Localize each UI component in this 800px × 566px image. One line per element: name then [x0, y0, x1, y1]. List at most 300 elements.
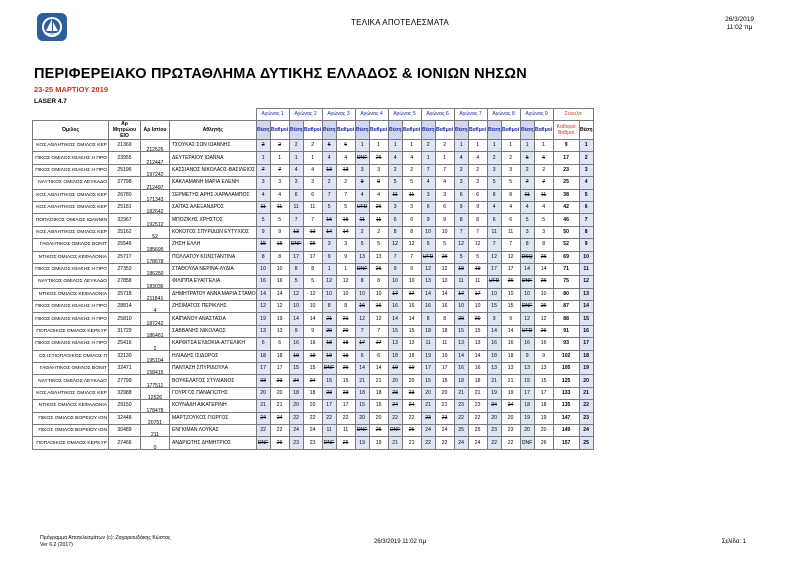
race-position-cell: 20 [487, 412, 501, 424]
race-points-cell: 5 [435, 239, 454, 251]
race-header-cell: Αγώνας 8 [487, 109, 520, 121]
race-points-cell: 7 [336, 189, 355, 201]
race-position-cell: 22 [421, 437, 435, 449]
club-cell: ΚΟΣ ΑΘΛΗΤΙΚΟΣ ΟΜΙΛΟΣ ΚΕΡ [33, 226, 109, 238]
race-points-cell: 7 [468, 226, 487, 238]
race-position-cell: 4 [454, 152, 468, 164]
athlete-cell: ΣΤΑΘΟΥΛΑ ΝΕΡΙΝΑ-ΛΥΔΙΑ [170, 263, 257, 275]
race-points-cell: 14 [270, 288, 289, 300]
race-points-cell: 24 [501, 400, 520, 412]
sail-cell [141, 239, 170, 251]
race-position-cell: 12 [256, 301, 270, 313]
club-cell: ΠΟΠΛΟΙΚΟΣ ΟΜΙΛΟΣ ΙΩΑΝΝΙΝ [33, 214, 109, 226]
race-position-cell: 18 [388, 350, 402, 362]
sail-cell [141, 201, 170, 213]
table-row [33, 251, 594, 263]
net-points-cell: 17 [553, 152, 579, 164]
registry-cell: 25718 [109, 288, 141, 300]
race-points-cell: 7 [270, 164, 289, 176]
final-position-cell: 17 [579, 338, 593, 350]
race-position-cell: 16 [454, 363, 468, 375]
sail-number: 2 [153, 345, 157, 351]
race-points-cell: 26 [534, 325, 553, 337]
race-position-cell: 2 [256, 140, 270, 152]
athlete-cell: ΜΠΟΖΙΚΗΣ ΧΡΗΣΤΟΣ [170, 214, 257, 226]
athlete-cell: ΓΟΥΡΓΟΣ ΠΑΝΑΓΙΩΤΗΣ [170, 387, 257, 399]
race-position-cell: 1 [454, 140, 468, 152]
race-position-cell: UFD [487, 276, 501, 288]
race-position-cell: 11 [487, 226, 501, 238]
registry-cell: 26780 [109, 189, 141, 201]
race-points-cell: 26 [501, 276, 520, 288]
race-position-cell: 25 [454, 424, 468, 436]
registry-cell: 25546 [109, 239, 141, 251]
totals-header-cell: Σύνολα [553, 109, 593, 121]
race-points-cell: 24 [435, 424, 454, 436]
net-points-cell: 38 [553, 189, 579, 201]
race-points-cell: 14 [369, 363, 388, 375]
club-cell: ΝΤΙΚΟΣ ΟΜΙΛΟΣ ΚΕΦΑΛΟΝΙΑ [33, 400, 109, 412]
race-points-cell: 6 [402, 214, 421, 226]
race-position-cell: 9 [322, 251, 336, 263]
athlete-cell: ΑΝΔΡΙΩΤΗΣ ΔΗΜΗΤΡΙΟΣ [170, 437, 257, 449]
net-points-cell: 87 [553, 301, 579, 313]
race-position-cell: 23 [454, 400, 468, 412]
race-points-cell: 3 [402, 201, 421, 213]
race-points-cell: 3 [501, 164, 520, 176]
race-points-cell: 1 [303, 152, 322, 164]
race-position-cell: 13 [520, 363, 534, 375]
net-points-cell: 80 [553, 288, 579, 300]
race-position-cell: 7 [487, 239, 501, 251]
race-points-cell: 22 [270, 424, 289, 436]
race-position-cell: DNF [520, 276, 534, 288]
race-position-cell: 16 [256, 276, 270, 288]
table-row [33, 424, 594, 436]
net-points-cell: 69 [553, 251, 579, 263]
registry-cell: 25810 [109, 313, 141, 325]
footer-version: Ver 6.2 (2017) [40, 541, 73, 548]
race-points-cell: 16 [435, 301, 454, 313]
athlete-cell: ΣΑΪΤΑΣ ΑΛΕΞΑΝΔΡΟΣ [170, 201, 257, 213]
race-position-cell: 13 [322, 164, 336, 176]
race-position-cell: DNF [322, 437, 336, 449]
sail-cell [141, 251, 170, 263]
race-points-cell: 4 [501, 201, 520, 213]
race-points-cell: 17 [534, 387, 553, 399]
race-points-cell: 17 [402, 288, 421, 300]
final-position-cell: 5 [579, 189, 593, 201]
race-position-cell: 9 [289, 325, 303, 337]
final-position-cell: 15 [579, 313, 593, 325]
race-position-cell: 15 [355, 400, 369, 412]
race-position-cell: 3 [388, 201, 402, 213]
race-points-cell: 13 [402, 338, 421, 350]
table-row [33, 189, 594, 201]
race-points-cell: 26 [402, 424, 421, 436]
race-points-cell: 4 [270, 189, 289, 201]
race-position-cell: 24 [454, 437, 468, 449]
col-points: Βαθμοί [501, 121, 520, 140]
race-points-cell: 23 [501, 424, 520, 436]
col-sail: Αρ Ιστίου [141, 121, 170, 140]
sail-number: 178478 [146, 407, 164, 413]
race-points-cell: 9 [270, 226, 289, 238]
race-points-cell: 2 [303, 140, 322, 152]
race-position-cell: 20 [388, 375, 402, 387]
column-header-row [33, 121, 594, 140]
race-points-cell: 6 [501, 214, 520, 226]
final-position-cell: 16 [579, 325, 593, 337]
sail-cell [141, 325, 170, 337]
race-points-cell: 4 [468, 152, 487, 164]
registry-cell: 27466 [109, 437, 141, 449]
athlete-cell: ΚΑΣΣΙΑΝΟΣ ΝΙΚΟΛΑΟΣ-ΒΑΣΙΛΕΙΟΣ [170, 164, 257, 176]
race-position-cell: 5 [355, 239, 369, 251]
race-points-cell: 12 [534, 313, 553, 325]
race-position-cell: 22 [388, 412, 402, 424]
race-position-cell: DNF [289, 239, 303, 251]
sail-number: 185695 [146, 246, 164, 252]
race-position-cell: 3 [454, 177, 468, 189]
race-points-cell: 26 [534, 276, 553, 288]
race-position-cell: 6 [256, 338, 270, 350]
race-position-cell: 7 [256, 164, 270, 176]
registry-cell: 32967 [109, 214, 141, 226]
race-position-cell: 1 [322, 263, 336, 275]
race-points-cell: 20 [270, 387, 289, 399]
race-points-cell: 3 [534, 226, 553, 238]
race-position-cell: 21 [355, 375, 369, 387]
race-points-cell: 23 [402, 387, 421, 399]
race-points-cell: 23 [468, 400, 487, 412]
table-row [33, 301, 594, 313]
net-points-cell: 9 [553, 140, 579, 152]
race-position-cell: 24 [421, 424, 435, 436]
final-position-cell: 22 [579, 400, 593, 412]
net-points-cell: 25 [553, 177, 579, 189]
race-position-cell: 24 [487, 400, 501, 412]
race-position-cell: 2 [520, 164, 534, 176]
sail-number: 20751 [147, 419, 163, 425]
sail-cell [141, 313, 170, 325]
race-position-cell: 19 [454, 263, 468, 275]
race-position-cell: 1 [487, 140, 501, 152]
registry-cell: 23955 [109, 152, 141, 164]
athlete-cell: ΚΟΥΝΑΔΗ ΑΙΚΑΤΕΡΙΝΗ [170, 400, 257, 412]
race-position-cell: 14 [421, 288, 435, 300]
net-points-cell: 135 [553, 400, 579, 412]
race-position-cell: 9 [421, 214, 435, 226]
final-position-cell: 18 [579, 350, 593, 362]
race-position-cell: 12 [322, 276, 336, 288]
sail-cell [141, 400, 170, 412]
race-points-cell: 21 [369, 375, 388, 387]
athlete-cell: ΔΕΥΤΕΡΑΙΟΥ ΙΩΑΝΝΑ [170, 152, 257, 164]
race-points-cell: 13 [534, 363, 553, 375]
race-position-cell: 15 [256, 239, 270, 251]
net-points-cell: 91 [553, 325, 579, 337]
race-points-cell: 17 [435, 363, 454, 375]
race-position-cell: 21 [487, 375, 501, 387]
race-position-cell: 24 [388, 400, 402, 412]
race-points-cell: 16 [369, 301, 388, 313]
club-cell: ΠΙΚΟΣ ΟΜΙΛΟΣ ΙΘΑΚΗΣ Η ΠΡΟ [33, 152, 109, 164]
race-points-cell: 1 [402, 140, 421, 152]
final-position-cell: 19 [579, 363, 593, 375]
net-points-cell: 102 [553, 350, 579, 362]
race-position-cell: 2 [454, 164, 468, 176]
club-cell: ΠΙΚΟΣ ΟΜΙΛΟΣ ΙΘΑΚΗΣ Η ΠΡΟ [33, 263, 109, 275]
sail-number: 182642 [146, 209, 164, 214]
athlete-cell: ΠΑΝΤΑΖΗ ΣΠΥΡΙΔΟΥΛΑ [170, 363, 257, 375]
race-position-cell: DNF [388, 424, 402, 436]
final-position-cell: 3 [579, 164, 593, 176]
race-points-cell: 9 [336, 251, 355, 263]
final-position-cell: 13 [579, 288, 593, 300]
race-position-cell: 13 [487, 363, 501, 375]
race-points-cell: 21 [468, 387, 487, 399]
final-position-cell: 11 [579, 263, 593, 275]
registry-cell: 32988 [109, 387, 141, 399]
registry-cell: 30489 [109, 424, 141, 436]
race-points-cell: 8 [270, 251, 289, 263]
col-points: Βαθμοί [534, 121, 553, 140]
race-points-cell: 16 [534, 338, 553, 350]
race-position-cell: 12 [289, 288, 303, 300]
sail-cell [141, 387, 170, 399]
race-points-cell: 18 [270, 350, 289, 362]
race-position-cell: 15 [322, 375, 336, 387]
race-position-cell: 5 [520, 214, 534, 226]
race-position-cell: 5 [289, 276, 303, 288]
race-points-cell: 4 [402, 152, 421, 164]
final-position-cell: 9 [579, 239, 593, 251]
table-row [33, 400, 594, 412]
athlete-cell: ΗΛΙΑΔΗΣ ΙΣΙΔΩΡΟΣ [170, 350, 257, 362]
race-position-cell: 14 [520, 263, 534, 275]
athlete-cell: ΣΑΒΒΑΝΗΣ ΝΙΚΟΛΑΟΣ [170, 325, 257, 337]
col-position: Θέση [256, 121, 270, 140]
race-points-cell: 10 [303, 301, 322, 313]
race-position-cell: 1 [421, 152, 435, 164]
athlete-cell: ΕΝΓΚΙΜΑΝ ΛΟΥΚΑΣ [170, 424, 257, 436]
table-row [33, 226, 594, 238]
race-points-cell: 16 [270, 276, 289, 288]
registry-cell: 27799 [109, 375, 141, 387]
table-row [33, 263, 594, 275]
sail-cell [141, 152, 170, 164]
race-position-cell: 19 [487, 387, 501, 399]
athlete-cell: ΖΗΣΗ ΕΛΛΗ [170, 239, 257, 251]
sail-cell [141, 288, 170, 300]
race-position-cell: 10 [487, 288, 501, 300]
race-points-cell: 26 [534, 437, 553, 449]
race-header-cell: Αγώνας 6 [421, 109, 454, 121]
sail-number: 178678 [146, 258, 164, 264]
race-position-cell: 7 [421, 164, 435, 176]
race-points-cell: 3 [303, 177, 322, 189]
net-points-cell: 105 [553, 363, 579, 375]
athlete-cell: ΒΟΥΚΕΛΑΤΟΣ ΣΤΥΛΙΑΝΟΣ [170, 375, 257, 387]
race-position-cell: 16 [487, 338, 501, 350]
race-position-cell: 11 [388, 189, 402, 201]
race-points-cell: 19 [501, 387, 520, 399]
race-points-cell: 20 [303, 400, 322, 412]
race-points-cell: 10 [270, 263, 289, 275]
sail-number: 186461 [146, 333, 164, 338]
race-points-cell: 16 [336, 214, 355, 226]
race-points-cell: 15 [369, 400, 388, 412]
race-points-cell: 23 [303, 437, 322, 449]
race-position-cell: 23 [421, 412, 435, 424]
race-points-cell: 23 [270, 375, 289, 387]
net-points-cell: 125 [553, 375, 579, 387]
race-position-cell: 7 [355, 325, 369, 337]
race-position-cell: 20 [520, 424, 534, 436]
race-position-cell: 7 [454, 226, 468, 238]
race-position-cell: 12 [520, 313, 534, 325]
race-position-cell: 5 [256, 214, 270, 226]
race-position-cell: 7 [289, 214, 303, 226]
sail-number: 211 [150, 432, 160, 437]
col-position: Θέση [487, 121, 501, 140]
race-position-cell: 15 [487, 301, 501, 313]
race-points-cell: 17 [369, 338, 388, 350]
race-position-cell: 6 [388, 214, 402, 226]
race-points-cell: 8 [402, 226, 421, 238]
col-final-position: Θέση [579, 121, 593, 140]
race-points-cell: 17 [303, 251, 322, 263]
race-points-cell: 5 [468, 251, 487, 263]
net-points-cell: 133 [553, 387, 579, 399]
table-row [33, 214, 594, 226]
race-points-cell: 16 [402, 301, 421, 313]
registry-cell: 27353 [109, 263, 141, 275]
net-points-cell: 50 [553, 226, 579, 238]
race-position-cell: 6 [454, 189, 468, 201]
race-points-cell: 12 [303, 288, 322, 300]
sail-cell [141, 338, 170, 350]
club-cell: ΝΑΥΤΙΚΟΣ ΟΜΙΛΟΣ ΛΕΥΚΑΔΟ [33, 375, 109, 387]
race-position-cell: 21 [322, 313, 336, 325]
race-position-cell: 6 [520, 152, 534, 164]
table-row [33, 276, 594, 288]
club-cell: ΚΟΣ ΑΘΛΗΤΙΚΟΣ ΟΜΙΛΟΣ ΚΕΡ [33, 201, 109, 213]
race-points-cell: 1 [369, 140, 388, 152]
race-points-cell: 9 [534, 350, 553, 362]
club-cell: ΠΙΚΟΣ ΟΜΙΛΟΣ ΙΘΑΚΗΣ Η ΠΡΟ [33, 313, 109, 325]
race-points-cell: 11 [270, 201, 289, 213]
race-points-cell: 19 [435, 350, 454, 362]
race-points-cell: 20 [501, 412, 520, 424]
race-points-cell: 24 [303, 424, 322, 436]
race-points-cell: 2 [435, 140, 454, 152]
race-points-cell: 18 [336, 338, 355, 350]
race-points-cell: 7 [534, 177, 553, 189]
race-points-cell: 13 [303, 226, 322, 238]
race-points-cell: 24 [402, 400, 421, 412]
sail-number: 187242 [146, 320, 164, 326]
col-points: Βαθμοί [303, 121, 322, 140]
athlete-cell: ΦΙΛΙΠΠΑ ΕΥΑΓΓΕΛΙΑ [170, 276, 257, 288]
race-points-cell: 9 [402, 263, 421, 275]
registry-cell: 25717 [109, 251, 141, 263]
race-points-cell: 25 [468, 424, 487, 436]
sail-number: 177511 [146, 382, 164, 388]
race-points-cell: 7 [402, 251, 421, 263]
registry-cell: 21369 [109, 140, 141, 152]
race-position-cell: 11 [322, 424, 336, 436]
race-points-cell: 20 [369, 412, 388, 424]
race-position-cell: 3 [355, 164, 369, 176]
race-position-cell: 12 [421, 263, 435, 275]
race-points-cell: 11 [303, 201, 322, 213]
race-position-cell: 19 [520, 412, 534, 424]
race-position-cell: UFD [421, 251, 435, 263]
race-points-cell: 21 [270, 400, 289, 412]
athlete-cell: ΚΑΡΦΙΤΣΑ ΕΥΔΟΚΙΑ-ΑΓΓΕΛΙΚΗ [170, 338, 257, 350]
race-points-cell: 26 [369, 263, 388, 275]
col-club: Όμιλος [33, 121, 109, 140]
race-position-cell: 20 [355, 412, 369, 424]
net-points-cell: 71 [553, 263, 579, 275]
race-position-cell: 21 [421, 400, 435, 412]
club-cell: ΠΙΚΟΣ ΟΜΙΛΟΣ ΒΟΡΕΙΟΥ ΙΟΝ [33, 412, 109, 424]
race-position-cell: 23 [256, 375, 270, 387]
race-position-cell: 19 [355, 437, 369, 449]
race-position-cell: 11 [256, 201, 270, 213]
club-cell: ΝΤΙΚΟΣ ΟΜΙΛΟΣ ΚΕΦΑΛΟΝΙΑ [33, 288, 109, 300]
race-points-cell: 6 [369, 350, 388, 362]
race-points-cell: 1 [468, 140, 487, 152]
race-points-cell: 4 [336, 152, 355, 164]
table-row [33, 313, 594, 325]
race-position-cell: 11 [289, 201, 303, 213]
race-points-cell: 13 [468, 338, 487, 350]
race-points-cell: 8 [468, 214, 487, 226]
race-position-cell: 3 [256, 177, 270, 189]
race-points-cell: 23 [336, 387, 355, 399]
race-position-cell: 10 [520, 288, 534, 300]
race-position-cell: 5 [421, 239, 435, 251]
race-position-cell: 21 [454, 387, 468, 399]
registry-cell: 27798 [109, 177, 141, 189]
race-position-cell: 9 [388, 263, 402, 275]
boat-class: LASER 4.7 [34, 98, 67, 105]
final-position-cell: 12 [579, 276, 593, 288]
footer-page: Σελίδα: 1 [721, 539, 746, 545]
race-position-cell: 8 [487, 189, 501, 201]
race-points-cell: 2 [534, 164, 553, 176]
race-position-cell: 24 [289, 424, 303, 436]
race-position-cell: 6 [487, 214, 501, 226]
race-points-cell: 6 [270, 338, 289, 350]
sail-number: 211841 [146, 296, 164, 301]
registry-cell: 28814 [109, 301, 141, 313]
race-points-cell: 12 [468, 239, 487, 251]
race-position-cell: 15 [520, 375, 534, 387]
table-row [33, 152, 594, 164]
sail-cell [141, 301, 170, 313]
race-points-cell: 15 [468, 325, 487, 337]
race-points-cell: 10 [402, 276, 421, 288]
sail-cell [141, 226, 170, 238]
race-points-cell: 14 [435, 288, 454, 300]
race-points-cell: 15 [402, 325, 421, 337]
race-position-cell: DNF [520, 301, 534, 313]
race-points-cell: 21 [501, 375, 520, 387]
